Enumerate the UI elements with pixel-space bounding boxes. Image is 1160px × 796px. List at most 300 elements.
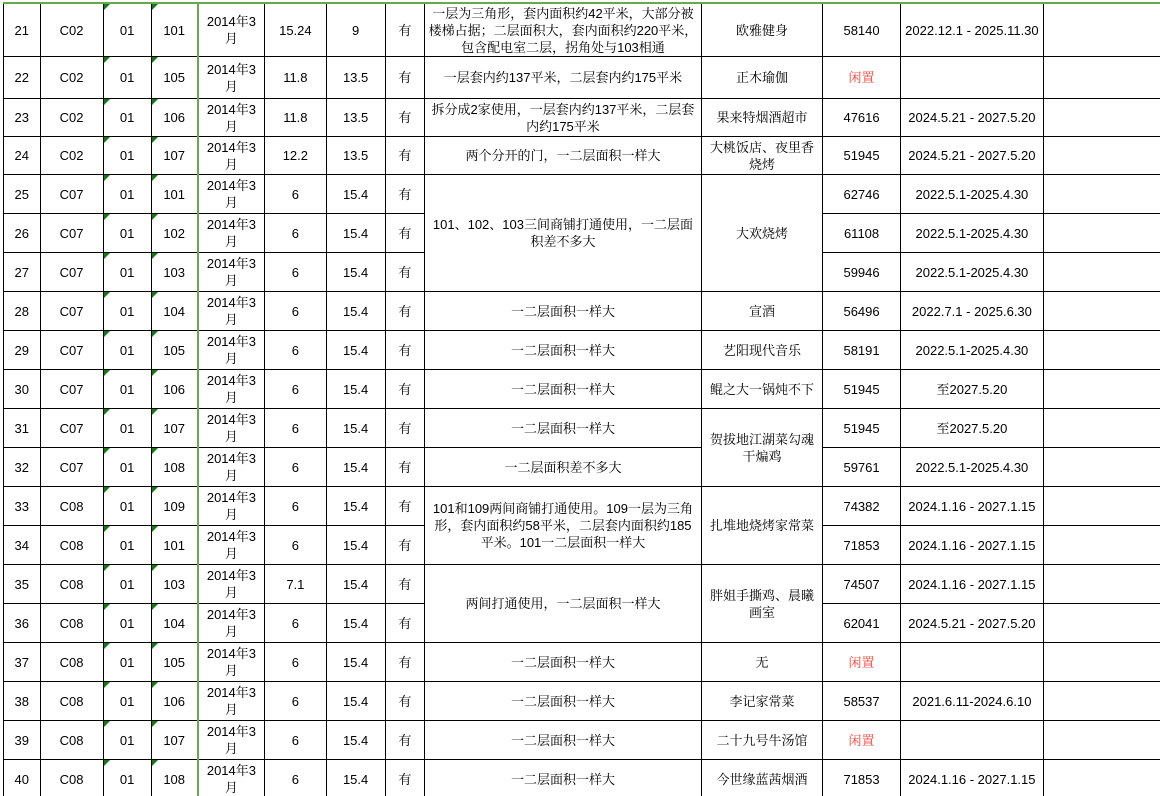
cell-description[interactable] — [425, 175, 702, 292]
cell-value1[interactable] — [265, 721, 326, 760]
cell-unit[interactable] — [103, 99, 151, 137]
cell-value2[interactable] — [326, 526, 385, 565]
cell-tenant[interactable] — [701, 99, 822, 137]
cell-tenant[interactable] — [701, 57, 822, 99]
cell-tenant[interactable] — [701, 721, 822, 760]
cell-unit[interactable] — [103, 409, 151, 448]
cell-lease-term[interactable] — [901, 331, 1044, 370]
cell-unit[interactable] — [103, 682, 151, 721]
cell-value1[interactable] — [265, 3, 326, 57]
cell-building[interactable] — [40, 137, 103, 175]
cell-description-text: 101、102、103三间商铺打通使用，一二层面积差不多大 — [432, 217, 693, 249]
cell-value1[interactable] — [265, 604, 326, 643]
cell-blank[interactable] — [1043, 253, 1160, 292]
cell-row-number[interactable] — [4, 57, 41, 99]
cell-flag[interactable] — [385, 487, 424, 526]
cell-date[interactable] — [198, 137, 265, 175]
cell-room[interactable] — [151, 682, 197, 721]
table-body — [4, 3, 1160, 796]
cell-amount[interactable] — [823, 175, 901, 214]
cell-amount[interactable] — [823, 331, 901, 370]
cell-description[interactable] — [425, 331, 702, 370]
cell-lease-term[interactable] — [901, 487, 1044, 526]
error-indicator-triangle-icon — [152, 409, 158, 415]
cell-building[interactable] — [40, 487, 103, 526]
cell-value1[interactable] — [265, 565, 326, 604]
cell-unit[interactable] — [103, 175, 151, 214]
cell-date[interactable] — [198, 175, 265, 214]
table-row — [4, 643, 1160, 682]
cell-lease-term[interactable] — [901, 214, 1044, 253]
cell-unit[interactable] — [103, 604, 151, 643]
cell-description[interactable] — [425, 565, 702, 643]
cell-flag[interactable] — [385, 448, 424, 487]
cell-description[interactable] — [425, 760, 702, 796]
cell-unit[interactable] — [103, 3, 151, 57]
table-row — [4, 3, 1160, 57]
cell-value1[interactable] — [265, 526, 326, 565]
error-indicator-triangle-icon — [104, 253, 110, 259]
cell-row-number[interactable] — [4, 253, 41, 292]
cell-amount[interactable] — [823, 760, 901, 796]
cell-value1[interactable] — [265, 99, 326, 137]
cell-description[interactable] — [425, 3, 702, 57]
cell-unit-text: 01 — [119, 537, 135, 553]
cell-amount[interactable] — [823, 214, 901, 253]
error-indicator-triangle-icon — [152, 643, 158, 649]
cell-building[interactable] — [40, 565, 103, 604]
cell-lease-term[interactable] — [901, 57, 1044, 99]
cell-room-text: 105 — [163, 342, 186, 358]
cell-lease-term[interactable] — [901, 643, 1044, 682]
cell-building[interactable] — [40, 682, 103, 721]
cell-flag[interactable] — [385, 565, 424, 604]
cell-row-number[interactable] — [4, 331, 41, 370]
cell-date[interactable] — [198, 3, 265, 57]
cell-value2[interactable] — [326, 175, 385, 214]
cell-building[interactable] — [40, 292, 103, 331]
cell-unit-text: 01 — [119, 732, 135, 748]
cell-description[interactable] — [425, 99, 702, 137]
cell-blank[interactable] — [1043, 643, 1160, 682]
cell-tenant-text: 欧雅健身 — [735, 22, 788, 38]
cell-lease-term[interactable] — [901, 760, 1044, 796]
cell-lease-term[interactable] — [901, 175, 1044, 214]
cell-unit[interactable] — [103, 448, 151, 487]
cell-date[interactable] — [198, 721, 265, 760]
cell-row-number[interactable] — [4, 448, 41, 487]
cell-lease-term[interactable] — [901, 565, 1044, 604]
cell-row-number[interactable] — [4, 137, 41, 175]
cell-description[interactable] — [425, 682, 702, 721]
cell-lease-term-text: 2022.5.1-2025.4.30 — [915, 225, 1029, 241]
cell-row-number[interactable] — [4, 3, 41, 57]
cell-room[interactable] — [151, 604, 197, 643]
cell-row-number[interactable] — [4, 604, 41, 643]
cell-lease-term[interactable] — [901, 137, 1044, 175]
cell-description[interactable] — [425, 292, 702, 331]
cell-unit[interactable] — [103, 57, 151, 99]
cell-row-number[interactable] — [4, 409, 41, 448]
error-indicator-triangle-icon — [152, 292, 158, 298]
cell-date[interactable] — [198, 760, 265, 796]
cell-row-number-text: 32 — [14, 459, 29, 475]
cell-row-number[interactable] — [4, 760, 41, 796]
cell-building[interactable] — [40, 760, 103, 796]
cell-description-text: 一二层面积一样大 — [510, 771, 615, 787]
cell-blank[interactable] — [1043, 3, 1160, 57]
cell-room[interactable] — [151, 448, 197, 487]
cell-lease-term[interactable] — [901, 253, 1044, 292]
cell-value1[interactable] — [265, 409, 326, 448]
cell-building[interactable] — [40, 99, 103, 137]
cell-tenant-text: 今世缘蓝茜烟酒 — [716, 771, 808, 787]
cell-value1[interactable] — [265, 448, 326, 487]
cell-value2[interactable] — [326, 448, 385, 487]
cell-tenant[interactable] — [701, 292, 822, 331]
cell-value1[interactable] — [265, 57, 326, 99]
cell-value2[interactable] — [326, 487, 385, 526]
cell-value2[interactable] — [326, 292, 385, 331]
cell-room[interactable] — [151, 526, 197, 565]
cell-amount[interactable] — [823, 292, 901, 331]
cell-value1[interactable] — [265, 292, 326, 331]
cell-amount[interactable] — [823, 721, 901, 760]
cell-value2[interactable] — [326, 99, 385, 137]
cell-tenant[interactable] — [701, 760, 822, 796]
cell-tenant[interactable] — [701, 643, 822, 682]
cell-blank[interactable] — [1043, 565, 1160, 604]
cell-description-text: 拆分成2家使用，一层套内约137平米，二层套内约175平米 — [431, 101, 695, 134]
cell-room[interactable] — [151, 721, 197, 760]
cell-amount[interactable] — [823, 448, 901, 487]
cell-value2-text: 15.4 — [342, 420, 369, 436]
cell-value2[interactable] — [326, 331, 385, 370]
cell-value2[interactable] — [326, 214, 385, 253]
cell-amount[interactable] — [823, 137, 901, 175]
cell-blank[interactable] — [1043, 175, 1160, 214]
cell-date[interactable] — [198, 448, 265, 487]
cell-flag[interactable] — [385, 292, 424, 331]
cell-amount-text: 71853 — [843, 771, 880, 787]
cell-date[interactable] — [198, 643, 265, 682]
cell-amount[interactable] — [823, 604, 901, 643]
cell-building[interactable] — [40, 331, 103, 370]
cell-building[interactable] — [40, 175, 103, 214]
cell-unit-text: 01 — [119, 576, 135, 592]
cell-unit[interactable] — [103, 565, 151, 604]
cell-lease-term[interactable] — [901, 604, 1044, 643]
cell-flag[interactable] — [385, 409, 424, 448]
table-row — [4, 370, 1160, 409]
cell-date[interactable] — [198, 526, 265, 565]
cell-row-number[interactable] — [4, 214, 41, 253]
cell-blank[interactable] — [1043, 448, 1160, 487]
cell-tenant[interactable] — [701, 487, 822, 565]
cell-room[interactable] — [151, 760, 197, 796]
cell-row-number[interactable] — [4, 370, 41, 409]
cell-tenant[interactable] — [701, 331, 822, 370]
cell-value1[interactable] — [265, 487, 326, 526]
cell-description[interactable] — [425, 370, 702, 409]
cell-value1[interactable] — [265, 175, 326, 214]
cell-date[interactable] — [198, 253, 265, 292]
cell-building[interactable] — [40, 3, 103, 57]
cell-value2[interactable] — [326, 760, 385, 796]
cell-description[interactable] — [425, 137, 702, 175]
cell-unit-text: 01 — [119, 110, 135, 125]
cell-building[interactable] — [40, 643, 103, 682]
cell-row-number[interactable] — [4, 565, 41, 604]
cell-room[interactable] — [151, 370, 197, 409]
cell-value1[interactable] — [265, 137, 326, 175]
cell-amount[interactable] — [823, 487, 901, 526]
cell-unit[interactable] — [103, 214, 151, 253]
cell-row-number[interactable] — [4, 175, 41, 214]
cell-flag[interactable] — [385, 57, 424, 99]
cell-lease-term-text: 2022.5.1-2025.4.30 — [915, 186, 1029, 202]
cell-building[interactable] — [40, 253, 103, 292]
cell-lease-term[interactable] — [901, 99, 1044, 137]
cell-lease-term[interactable] — [901, 409, 1044, 448]
cell-lease-term[interactable] — [901, 3, 1044, 57]
cell-amount[interactable] — [823, 643, 901, 682]
cell-description[interactable] — [425, 448, 702, 487]
cell-tenant[interactable] — [701, 3, 822, 57]
cell-room[interactable] — [151, 643, 197, 682]
cell-amount[interactable] — [823, 57, 901, 99]
cell-lease-term[interactable] — [901, 292, 1044, 331]
cell-flag-text: 有 — [398, 771, 412, 787]
cell-lease-term[interactable] — [901, 370, 1044, 409]
cell-date[interactable] — [198, 292, 265, 331]
cell-value2[interactable] — [326, 409, 385, 448]
error-indicator-triangle-icon — [104, 682, 110, 688]
cell-flag[interactable] — [385, 175, 424, 214]
cell-description[interactable] — [425, 409, 702, 448]
cell-flag[interactable] — [385, 253, 424, 292]
cell-room[interactable] — [151, 487, 197, 526]
cell-tenant[interactable] — [701, 175, 822, 292]
cell-flag[interactable] — [385, 760, 424, 796]
cell-lease-term[interactable] — [901, 721, 1044, 760]
cell-unit[interactable] — [103, 331, 151, 370]
cell-date[interactable] — [198, 99, 265, 137]
cell-date[interactable] — [198, 409, 265, 448]
cell-tenant[interactable] — [701, 682, 822, 721]
cell-blank[interactable] — [1043, 409, 1160, 448]
cell-building-text: C07 — [59, 264, 84, 280]
cell-date[interactable] — [198, 370, 265, 409]
cell-tenant[interactable] — [701, 370, 822, 409]
cell-row-number-text: 30 — [14, 381, 29, 397]
cell-unit[interactable] — [103, 721, 151, 760]
cell-room[interactable] — [151, 57, 197, 99]
cell-date[interactable] — [198, 331, 265, 370]
cell-description[interactable] — [425, 487, 702, 565]
cell-tenant[interactable] — [701, 409, 822, 487]
cell-building-text: C02 — [59, 70, 84, 85]
cell-blank[interactable] — [1043, 760, 1160, 796]
cell-blank[interactable] — [1043, 99, 1160, 137]
cell-unit[interactable] — [103, 253, 151, 292]
cell-value1[interactable] — [265, 370, 326, 409]
cell-date[interactable] — [198, 682, 265, 721]
cell-building[interactable] — [40, 409, 103, 448]
error-indicator-triangle-icon — [152, 253, 158, 259]
cell-value2[interactable] — [326, 253, 385, 292]
error-indicator-triangle-icon — [152, 4, 158, 10]
cell-tenant-text: 艺阳现代音乐 — [722, 342, 801, 358]
cell-unit[interactable] — [103, 292, 151, 331]
cell-flag[interactable] — [385, 137, 424, 175]
cell-description[interactable] — [425, 643, 702, 682]
cell-amount[interactable] — [823, 370, 901, 409]
cell-row-number[interactable] — [4, 487, 41, 526]
cell-value2[interactable] — [326, 3, 385, 57]
cell-row-number-text: 23 — [14, 110, 29, 125]
cell-row-number[interactable] — [4, 682, 41, 721]
cell-date[interactable] — [198, 214, 265, 253]
cell-value2[interactable] — [326, 137, 385, 175]
cell-room[interactable] — [151, 175, 197, 214]
cell-value2[interactable] — [326, 565, 385, 604]
cell-blank[interactable] — [1043, 604, 1160, 643]
cell-date[interactable] — [198, 57, 265, 99]
cell-room[interactable] — [151, 3, 197, 57]
cell-unit[interactable] — [103, 526, 151, 565]
cell-lease-term-text: 2022.12.1 - 2025.11.30 — [905, 22, 1039, 38]
cell-value2[interactable] — [326, 682, 385, 721]
cell-flag[interactable] — [385, 214, 424, 253]
cell-date-text: 2014年3月 — [206, 763, 256, 795]
cell-room[interactable] — [151, 331, 197, 370]
cell-building[interactable] — [40, 214, 103, 253]
cell-room[interactable] — [151, 99, 197, 137]
cell-building[interactable] — [40, 370, 103, 409]
cell-date[interactable] — [198, 604, 265, 643]
cell-amount[interactable] — [823, 565, 901, 604]
cell-unit[interactable] — [103, 370, 151, 409]
cell-date-text: 2014年3月 — [206, 646, 256, 678]
cell-building[interactable] — [40, 526, 103, 565]
error-indicator-triangle-icon — [152, 721, 158, 727]
cell-blank[interactable] — [1043, 682, 1160, 721]
cell-lease-term[interactable] — [901, 682, 1044, 721]
cell-lease-term-text: 2024.5.21 - 2027.5.20 — [908, 110, 1036, 125]
error-indicator-triangle-icon — [152, 99, 158, 105]
cell-flag[interactable] — [385, 3, 424, 57]
cell-date[interactable] — [198, 565, 265, 604]
cell-flag[interactable] — [385, 370, 424, 409]
cell-flag[interactable] — [385, 604, 424, 643]
cell-building-text: C07 — [59, 186, 84, 202]
cell-building-text: C07 — [59, 459, 84, 475]
cell-blank[interactable] — [1043, 137, 1160, 175]
cell-row-number[interactable] — [4, 526, 41, 565]
cell-value1[interactable] — [265, 214, 326, 253]
cell-unit[interactable] — [103, 137, 151, 175]
cell-value1[interactable] — [265, 253, 326, 292]
cell-lease-term[interactable] — [901, 526, 1044, 565]
cell-unit[interactable] — [103, 487, 151, 526]
cell-room[interactable] — [151, 253, 197, 292]
cell-unit[interactable] — [103, 760, 151, 796]
cell-value2[interactable] — [326, 370, 385, 409]
cell-tenant[interactable] — [701, 137, 822, 175]
cell-amount[interactable] — [823, 682, 901, 721]
cell-blank[interactable] — [1043, 526, 1160, 565]
cell-value2[interactable] — [326, 57, 385, 99]
cell-value2-text: 15.4 — [342, 771, 369, 787]
cell-building[interactable] — [40, 604, 103, 643]
cell-building[interactable] — [40, 57, 103, 99]
cell-row-number[interactable] — [4, 292, 41, 331]
cell-value2[interactable] — [326, 721, 385, 760]
cell-value1[interactable] — [265, 682, 326, 721]
cell-date-text: 2014年3月 — [206, 490, 256, 522]
cell-value1[interactable] — [265, 331, 326, 370]
cell-amount[interactable] — [823, 253, 901, 292]
error-indicator-triangle-icon — [104, 57, 110, 63]
cell-blank[interactable] — [1043, 487, 1160, 526]
cell-amount[interactable] — [823, 409, 901, 448]
cell-row-number[interactable] — [4, 643, 41, 682]
cell-description[interactable] — [425, 57, 702, 99]
cell-blank[interactable] — [1043, 214, 1160, 253]
cell-room[interactable] — [151, 409, 197, 448]
cell-lease-term[interactable] — [901, 448, 1044, 487]
cell-value2[interactable] — [326, 643, 385, 682]
cell-row-number[interactable] — [4, 721, 41, 760]
cell-unit[interactable] — [103, 643, 151, 682]
error-indicator-triangle-icon — [152, 526, 158, 532]
cell-building[interactable] — [40, 721, 103, 760]
cell-blank[interactable] — [1043, 292, 1160, 331]
cell-room[interactable] — [151, 214, 197, 253]
cell-row-number[interactable] — [4, 99, 41, 137]
cell-flag[interactable] — [385, 99, 424, 137]
cell-room[interactable] — [151, 137, 197, 175]
cell-value1-text: 6 — [291, 654, 299, 670]
cell-amount[interactable] — [823, 3, 901, 57]
cell-amount[interactable] — [823, 99, 901, 137]
cell-date[interactable] — [198, 487, 265, 526]
cell-blank[interactable] — [1043, 331, 1160, 370]
cell-blank[interactable] — [1043, 721, 1160, 760]
cell-room[interactable] — [151, 292, 197, 331]
cell-value2[interactable] — [326, 604, 385, 643]
cell-blank[interactable] — [1043, 370, 1160, 409]
cell-amount-text: 闲置 — [848, 70, 875, 85]
cell-flag[interactable] — [385, 721, 424, 760]
cell-building[interactable] — [40, 448, 103, 487]
cell-description-text: 一二层面积一样大 — [510, 732, 615, 748]
cell-amount[interactable] — [823, 526, 901, 565]
cell-tenant[interactable] — [701, 565, 822, 643]
error-indicator-triangle-icon — [152, 565, 158, 571]
cell-flag[interactable] — [385, 682, 424, 721]
cell-flag[interactable] — [385, 643, 424, 682]
cell-flag[interactable] — [385, 331, 424, 370]
cell-description[interactable] — [425, 721, 702, 760]
cell-value1[interactable] — [265, 760, 326, 796]
cell-room[interactable] — [151, 565, 197, 604]
cell-value1[interactable] — [265, 643, 326, 682]
cell-blank[interactable] — [1043, 57, 1160, 99]
error-indicator-triangle-icon — [152, 604, 158, 610]
cell-flag[interactable] — [385, 526, 424, 565]
